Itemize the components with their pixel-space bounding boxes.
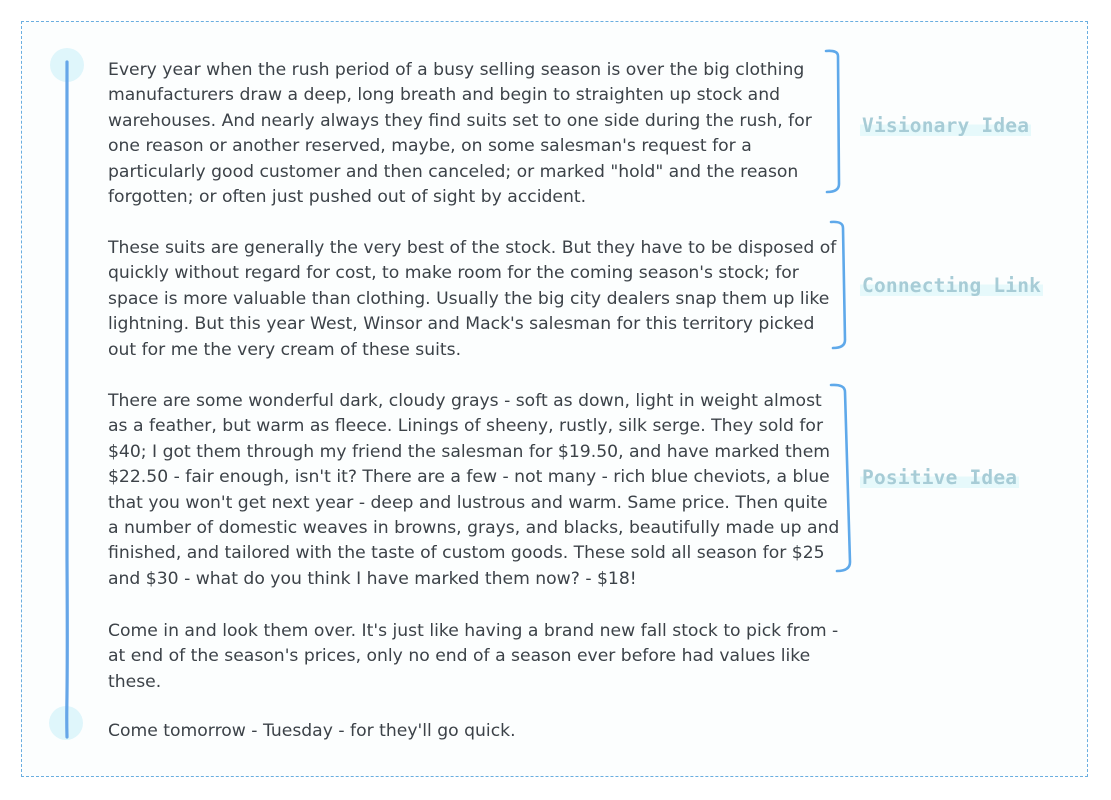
annotation-label-visionary: Visionary Idea	[862, 114, 1030, 137]
annotation-label-positive: Positive Idea	[862, 466, 1018, 489]
paragraph-call-to-action: Come tomorrow - Tuesday - for they'll go quick.	[108, 721, 516, 741]
paragraph-invitation: Come in and look them over. It's just like having a brand new fall stock to pick from - at end of the season's prices, only no end of a season ever before had values like these.	[108, 621, 839, 692]
paragraph-best-of-stock: These suits are generally the very best of the stock. But they have to be disposed of quickly without regard for cost, to make room for the coming season's stock; for space is more valuable than clothing. Usually the big city dealers snap them up like lightning. But this year West, Winsor and Mack's salesman for this territory picked out for me the very cream of these suits.	[108, 238, 837, 360]
paragraph-suit-descriptions: There are some wonderful dark, cloudy grays - soft as down, light in weight almost as a feather, but warm as fleece. Linings of sheeny, rustly, silk serge. They sold for $40; I got them through my friend the salesman for $19.50, and have marked them $22.50 - fair enough, isn't it? There are a few - not many - rich blue cheviots, a blue that you won't get next year - deep and lustrous and warm. Same price. Then quite a number of domestic weaves in browns, grays, and blacks, beautifully made up and finished, and tailored with the taste of custom goods. These sold all season for $25 and $30 - what do you think I have marked them now? - $18!	[108, 391, 840, 589]
annotation-label-connecting: Connecting Link	[862, 274, 1042, 297]
paragraph-rush-period: Every year when the rush period of a busy selling season is over the big clothing manufacturers draw a deep, long breath and begin to straighten up stock and warehouses. And nearly always they find suits set to one side during the rush, for one reason or another reserved, maybe, on some salesman's request for a particularly good customer and then canceled; or marked "hold" and the reason forgotten; or often just pushed out of sight by accident.	[108, 60, 812, 208]
